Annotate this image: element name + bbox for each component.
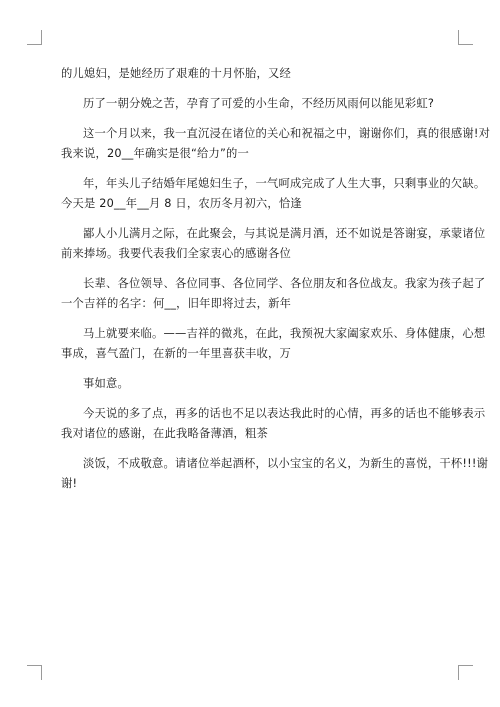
text-line: 淡饭，不成敬意。请诸位举起酒杯，以小宝宝的名义，为新生的喜悦，干杯!!!谢 (83, 457, 489, 470)
text-line: 前来捧场。我要代表我们全家衷心的感谢各位 (61, 247, 291, 260)
text-line: 一个吉祥的名字：何__，旧年即将过去，新年 (61, 297, 292, 310)
text-line: 事如意。 (83, 377, 129, 390)
text-line: 我来说，20__年确实是很“给力”的一 (61, 147, 250, 160)
text-line: 我对诸位的感谢，在此我略备薄酒，粗茶 (61, 427, 268, 440)
crop-mark-bottom-right (458, 665, 473, 680)
crop-mark-top-left (27, 30, 42, 45)
text-line: 谢! (61, 477, 78, 490)
text-line: 今天是 20__年__月 8 日，农历冬月初六，恰逢 (61, 197, 302, 210)
text-line: 鄙人小儿满月之际，在此聚会，与其说是满月酒，还不如说是答谢宴，承蒙诸位 (83, 227, 486, 240)
crop-mark-top-right (458, 30, 473, 45)
text-line: 今天说的多了点，再多的话也不足以表达我此时的心情，再多的话也不能够表示 (83, 407, 486, 420)
text-line: 年，年头儿子结婚年尾媳妇生子，一气呵成完成了人生大事，只剩事业的欠缺。 (83, 177, 486, 190)
text-line: 历了一朝分娩之苦，孕育了可爱的小生命，不经历风雨何以能见彩虹? (83, 97, 435, 110)
text-line: 长辈、各位领导、各位同事、各位同学、各位朋友和各位战友。我家为孩子起了 (83, 277, 486, 290)
text-line: 的儿媳妇，是她经历了艰难的十月怀胎，又经 (61, 67, 291, 80)
text-line: 这一个月以来，我一直沉浸在诸位的关心和祝福之中，谢谢你们，真的很感谢!对 (83, 127, 491, 140)
text-line: 事成，喜气盈门，在新的一年里喜获丰收，万 (61, 347, 291, 360)
text-line: 马上就要来临。——吉祥的微兆，在此，我预祝大家阖家欢乐、身体健康，心想 (83, 327, 486, 340)
crop-mark-bottom-left (27, 665, 42, 680)
